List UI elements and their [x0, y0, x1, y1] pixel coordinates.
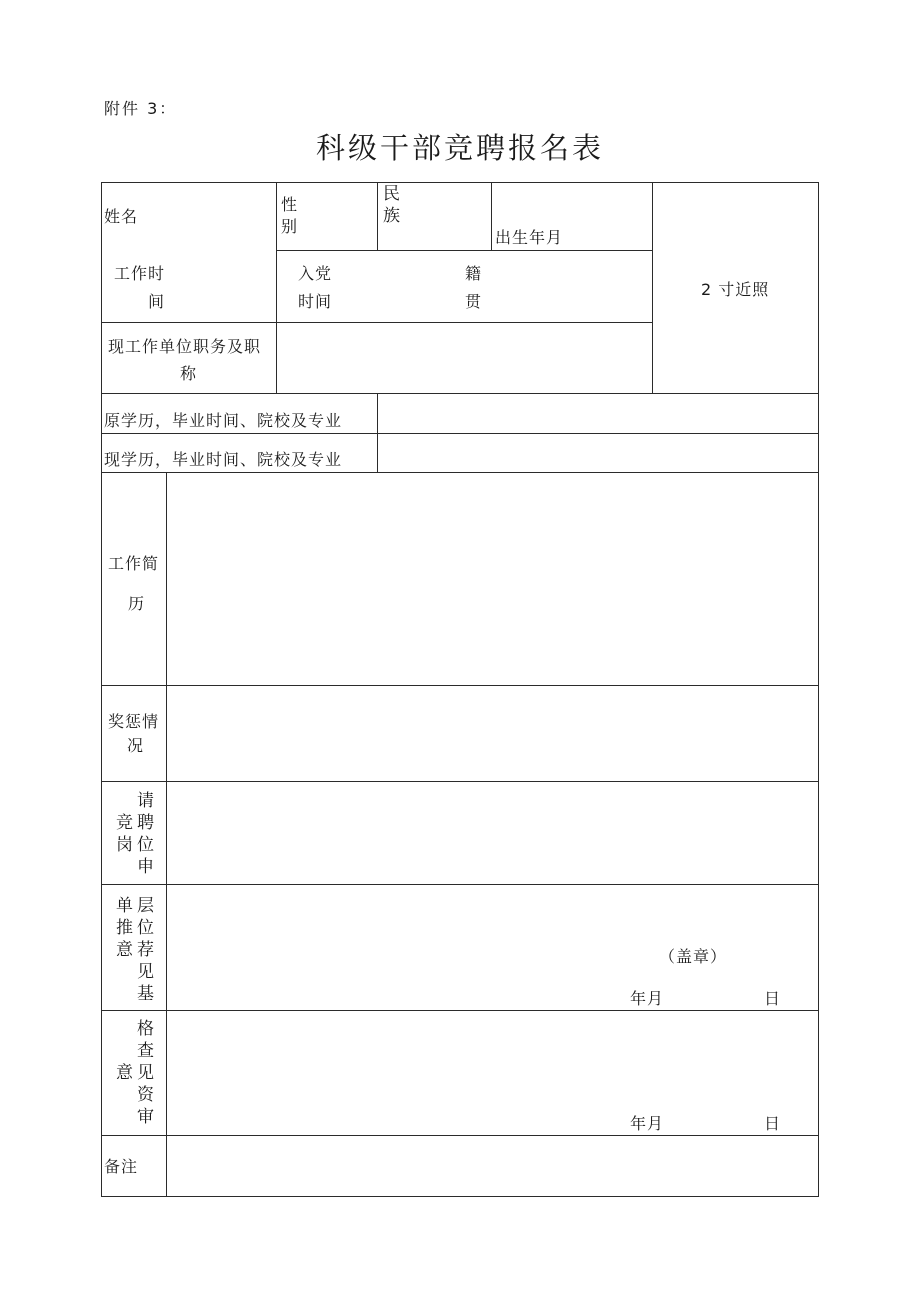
- ethnicity-label-bottom: 族: [383, 206, 401, 226]
- remarks-field[interactable]: [168, 1137, 816, 1194]
- birth-date-field[interactable]: [570, 184, 650, 248]
- gender-value-field[interactable]: [300, 184, 375, 248]
- recommendation-date-day: 日: [764, 989, 782, 1008]
- awards-label-top: 奖惩情: [108, 712, 160, 731]
- gender-label-top: 性: [281, 195, 299, 214]
- current-unit-label-bottom: 称: [180, 364, 198, 383]
- current-education-label: 现学历，毕业时间、院校及专业: [104, 450, 343, 469]
- birth-label: 出生年月: [495, 228, 564, 247]
- original-education-label: 原学历，毕业时间、院校及专业: [104, 411, 343, 430]
- current-unit-label-top: 现工作单位职务及职: [108, 337, 262, 356]
- work-resume-field[interactable]: [168, 474, 816, 683]
- work-start-time-field[interactable]: [175, 252, 274, 320]
- name-label: 姓名: [104, 207, 139, 226]
- review-label-col1: 意: [116, 1063, 133, 1083]
- position-label-col2: 请 聘 位 申: [137, 791, 154, 877]
- review-date-year-month: 年月: [630, 1114, 665, 1133]
- page-title: 科级干部竞聘报名表: [315, 131, 604, 165]
- recommendation-date-year-month: 年月: [630, 989, 665, 1008]
- position-application-field[interactable]: [168, 783, 816, 882]
- work-resume-label-top: 工作简: [108, 554, 160, 573]
- native-place-label-bottom: 贯: [465, 292, 483, 311]
- work-time-label-top: 工作时: [114, 264, 166, 283]
- ethnicity-field[interactable]: [410, 184, 489, 248]
- party-join-label-bottom: 时间: [298, 292, 333, 311]
- attachment-label: 附件 3：: [104, 99, 178, 118]
- remarks-label: 备注: [104, 1157, 139, 1176]
- review-date-day: 日: [764, 1114, 782, 1133]
- native-place-label-top: 籍: [465, 264, 483, 283]
- name-field[interactable]: [150, 184, 274, 248]
- native-place-field[interactable]: [485, 252, 650, 320]
- photo-box[interactable]: [653, 183, 817, 392]
- gender-label-bottom: 别: [281, 217, 299, 236]
- current-education-field[interactable]: [379, 435, 816, 470]
- party-join-label-top: 入党: [298, 264, 333, 283]
- grassroots-recommendation-field[interactable]: [168, 886, 816, 946]
- current-unit-field[interactable]: [278, 324, 650, 391]
- qualification-review-field[interactable]: [168, 1012, 816, 1110]
- position-label-col1: 竞 岗: [116, 813, 133, 855]
- photo-label: 2 寸近照: [701, 280, 770, 299]
- awards-field[interactable]: [168, 687, 816, 779]
- grassroots-label-col2: 层 位 荐 见 基: [137, 896, 154, 1004]
- grassroots-label-col1: 单 推 意: [116, 896, 133, 960]
- party-join-time-field[interactable]: [340, 252, 460, 320]
- review-label-col2: 格 查 见 资 审: [137, 1019, 154, 1127]
- seal-label: （盖章）: [659, 947, 728, 966]
- ethnicity-label-top: 民: [383, 184, 401, 204]
- awards-label-bottom: 况: [127, 736, 145, 755]
- original-education-field[interactable]: [379, 395, 816, 431]
- work-time-label-bottom: 间: [148, 292, 166, 311]
- work-resume-label-bottom: 历: [128, 594, 146, 613]
